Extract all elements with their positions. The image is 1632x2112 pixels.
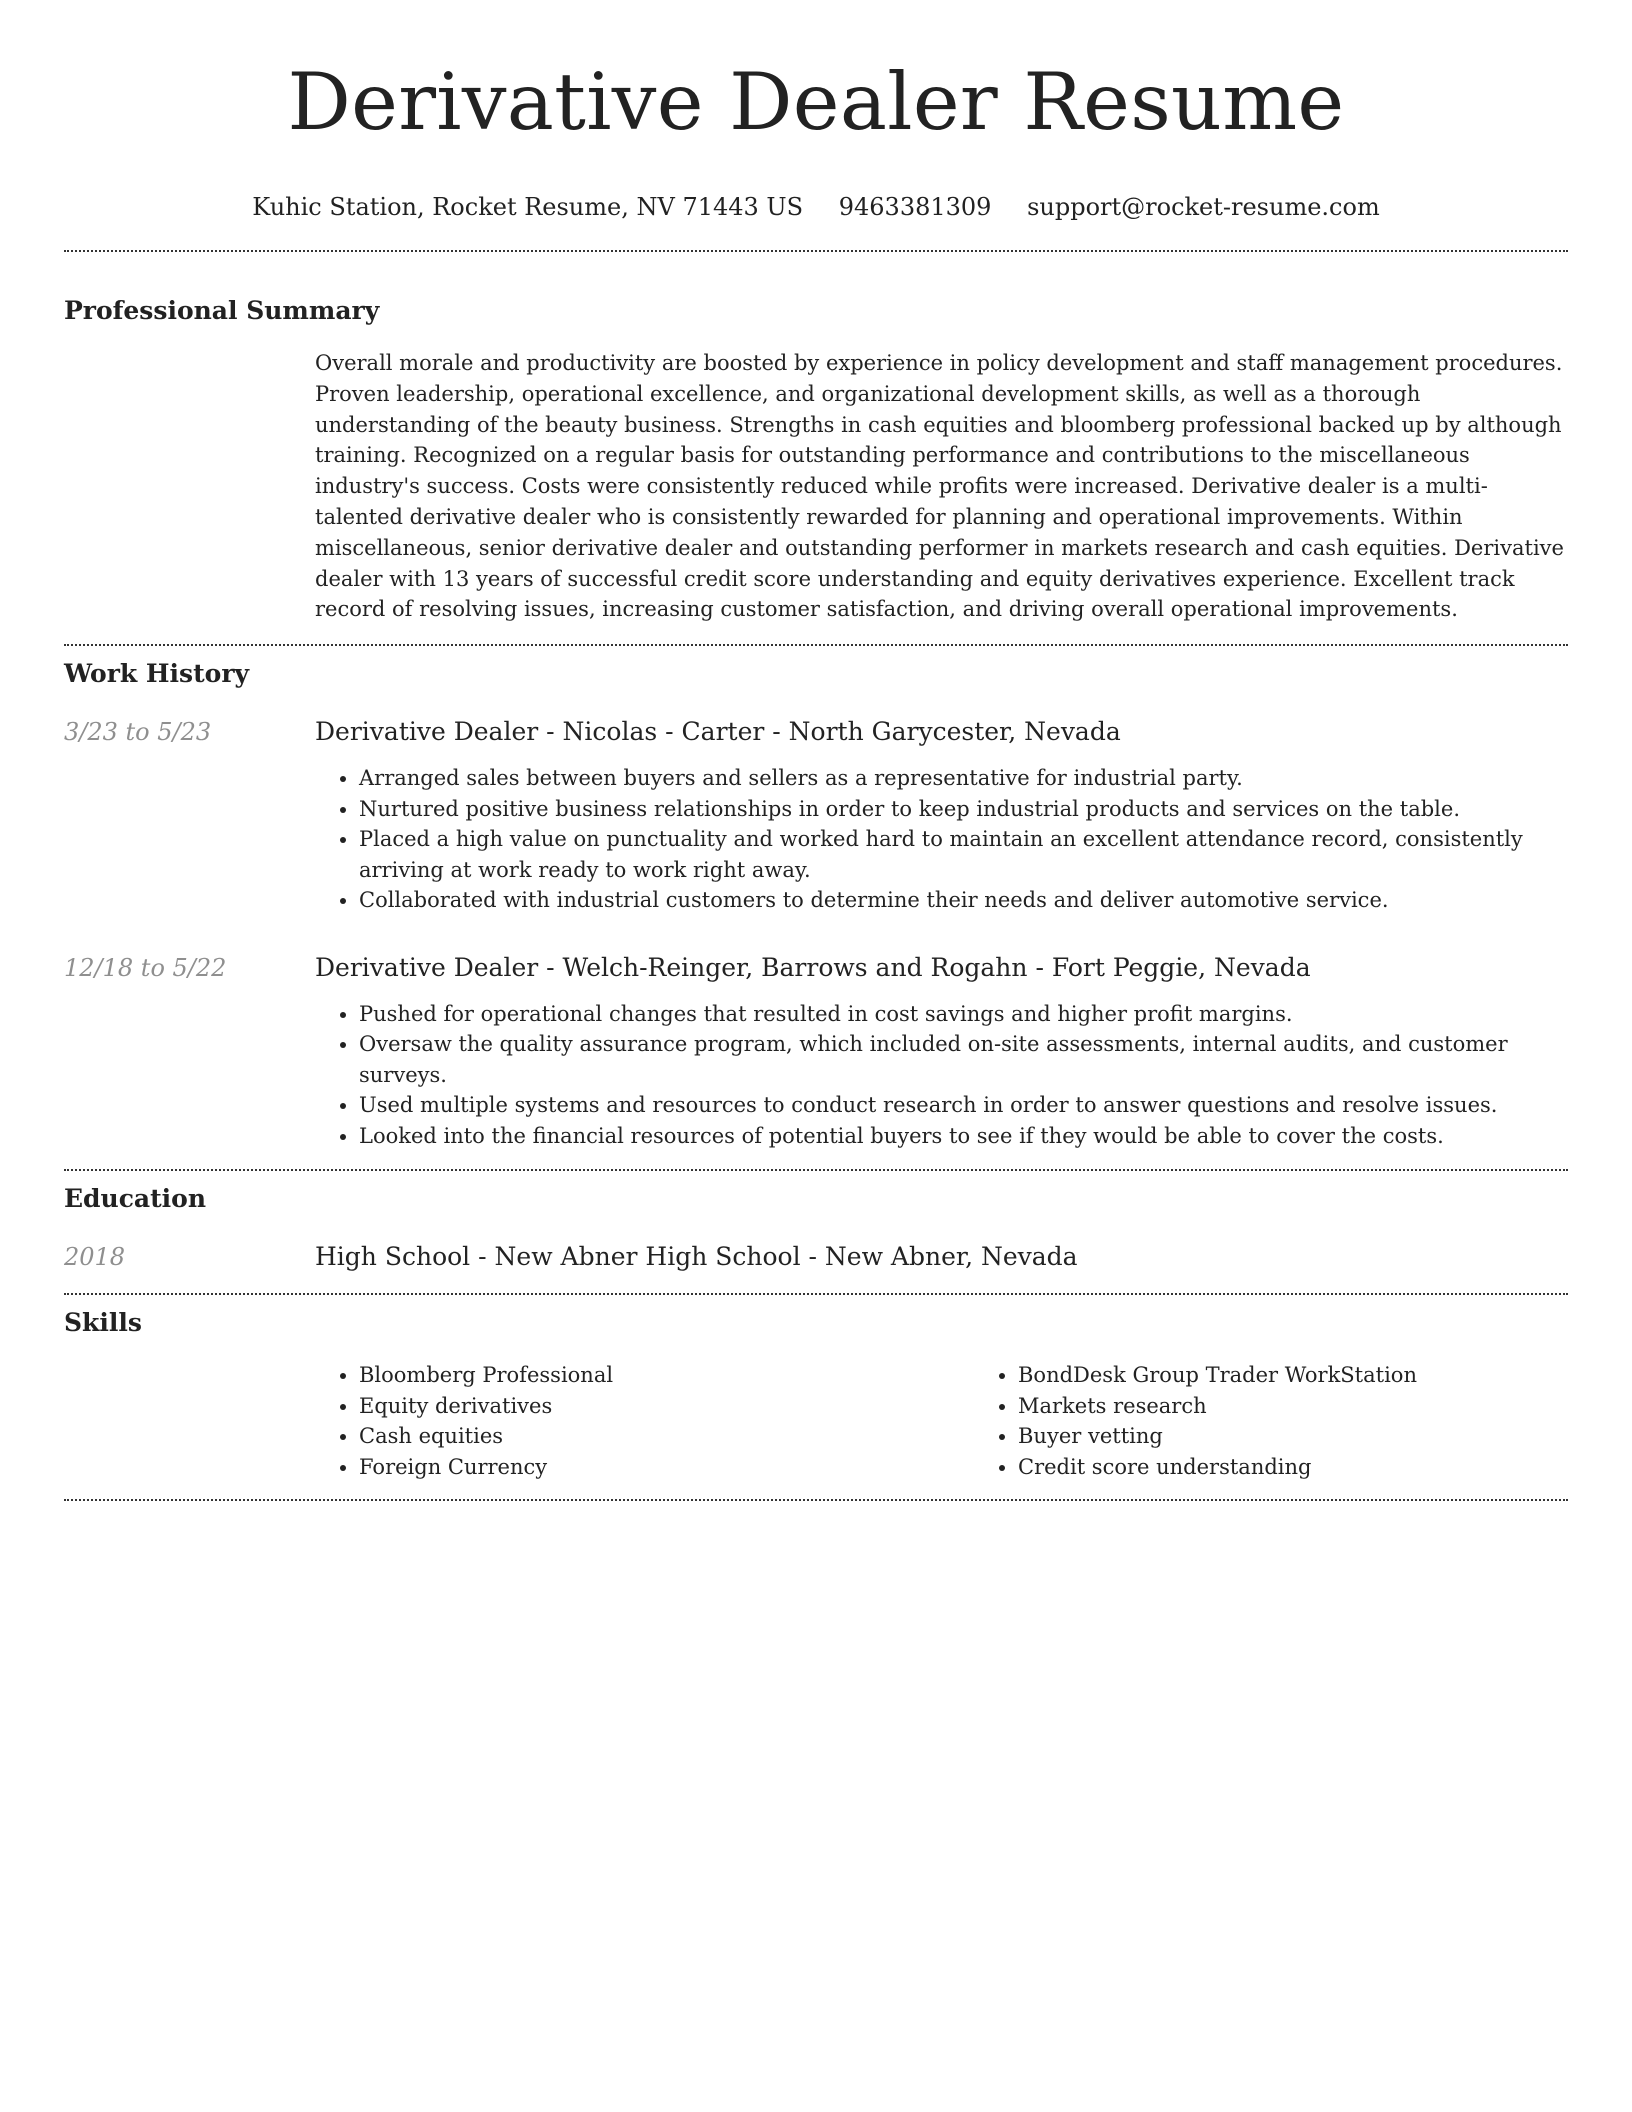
- list-item: • Placed a high value on punctuality and worked hard to maintain an excellent attendance record, consistently arriving at work ready to work right away.: [359, 824, 1568, 885]
- job-title: Derivative Dealer - Nicolas - Carter - North Garycester, Nevada: [315, 717, 1121, 747]
- education-section: [64, 1171, 1568, 1273]
- job-bullets: [315, 999, 1568, 1152]
- skill-item: • Equity derivatives: [359, 1391, 974, 1422]
- skill-item: • BondDesk Group Trader WorkStation: [1018, 1360, 1632, 1391]
- skill-item: • Foreign Currency: [359, 1452, 974, 1483]
- job-entry: [64, 716, 1568, 916]
- work-section: [64, 646, 1568, 1151]
- job-entry: [64, 952, 1568, 1152]
- summary-text: Overall morale and productivity are boosted by experience in policy development and staff management procedures. Proven leadership, operational excellence, and organizational development skills, as well as a thorough understanding of the beauty business. Strengths in cash equities and bloomberg professional backed up by although training. Recognized on a regular basis for outstanding performance and contributions to the miscellaneous industry's success. Costs were consistently reduced while profits were increased. Derivative dealer is a multi-talented derivative dealer who is consistently rewarded for planning and operational improvements. Within miscellaneous, senior derivative dealer and outstanding performer in markets research and cash equities. Derivative dealer with 13 years of successful credit score understanding and equity derivatives experience. Excellent track record of resolving issues, increasing customer satisfaction, and driving overall operational improvements.: [315, 351, 1564, 622]
- contact-email: support@rocket-resume.com: [1027, 193, 1380, 221]
- skill-item: • Credit score understanding: [1018, 1452, 1632, 1483]
- job-title: Derivative Dealer - Welch-Reinger, Barrows and Rogahn - Fort Peggie, Nevada: [315, 952, 1311, 982]
- skills-list-right: [974, 1360, 1632, 1482]
- job-dates: 3/23 to 5/23: [64, 718, 212, 747]
- resume-page: [64, 0, 1568, 1501]
- list-item: • Oversaw the quality assurance program, which included on-site assessments, internal audits, and customer surveys.: [359, 1029, 1568, 1090]
- skill-item: • Markets research: [1018, 1391, 1632, 1422]
- list-item: • Nurtured positive business relationships in order to keep industrial products and services on the table.: [359, 794, 1568, 825]
- education-year: 2018: [64, 1243, 126, 1272]
- list-item: • Arranged sales between buyers and sellers as a representative for industrial party.: [359, 763, 1568, 794]
- job-bullets: [315, 763, 1568, 916]
- list-item: • Used multiple systems and resources to conduct research in order to answer questions and resolve issues.: [359, 1090, 1568, 1121]
- contact-address: Kuhic Station, Rocket Resume, NV 71443 US: [252, 193, 804, 221]
- skill-item: • Buyer vetting: [1018, 1421, 1632, 1452]
- education-heading: Education: [64, 1184, 207, 1214]
- skills-section: [64, 1295, 1568, 1482]
- education-title: [315, 1241, 1568, 1273]
- divider: [64, 1499, 1568, 1501]
- education-entry: [64, 1241, 1568, 1273]
- skills-heading: Skills: [64, 1308, 142, 1338]
- skill-item: • Cash equities: [359, 1421, 974, 1452]
- list-item: • Looked into the financial resources of potential buyers to see if they would be able to cover the costs.: [359, 1121, 1568, 1152]
- page-title: Derivative Dealer Resume: [287, 56, 1345, 148]
- list-item: • Pushed for operational changes that resulted in cost savings and higher profit margins.: [359, 999, 1568, 1030]
- contact-phone: 9463381309: [838, 193, 992, 221]
- contact-line: [64, 192, 1568, 222]
- summary-heading: Professional Summary: [64, 296, 380, 325]
- work-heading: Work History: [64, 659, 250, 689]
- job-dates: 12/18 to 5/22: [64, 953, 227, 982]
- education-school: - New Abner High School - New Abner, Nevada: [470, 1242, 1078, 1272]
- list-item: • Collaborated with industrial customers to determine their needs and deliver automotive service.: [359, 885, 1568, 916]
- skills-list-left: [315, 1360, 974, 1482]
- summary-section: [64, 252, 1568, 625]
- skill-item: • Bloomberg Professional: [359, 1360, 974, 1391]
- education-degree: High School: [315, 1242, 471, 1272]
